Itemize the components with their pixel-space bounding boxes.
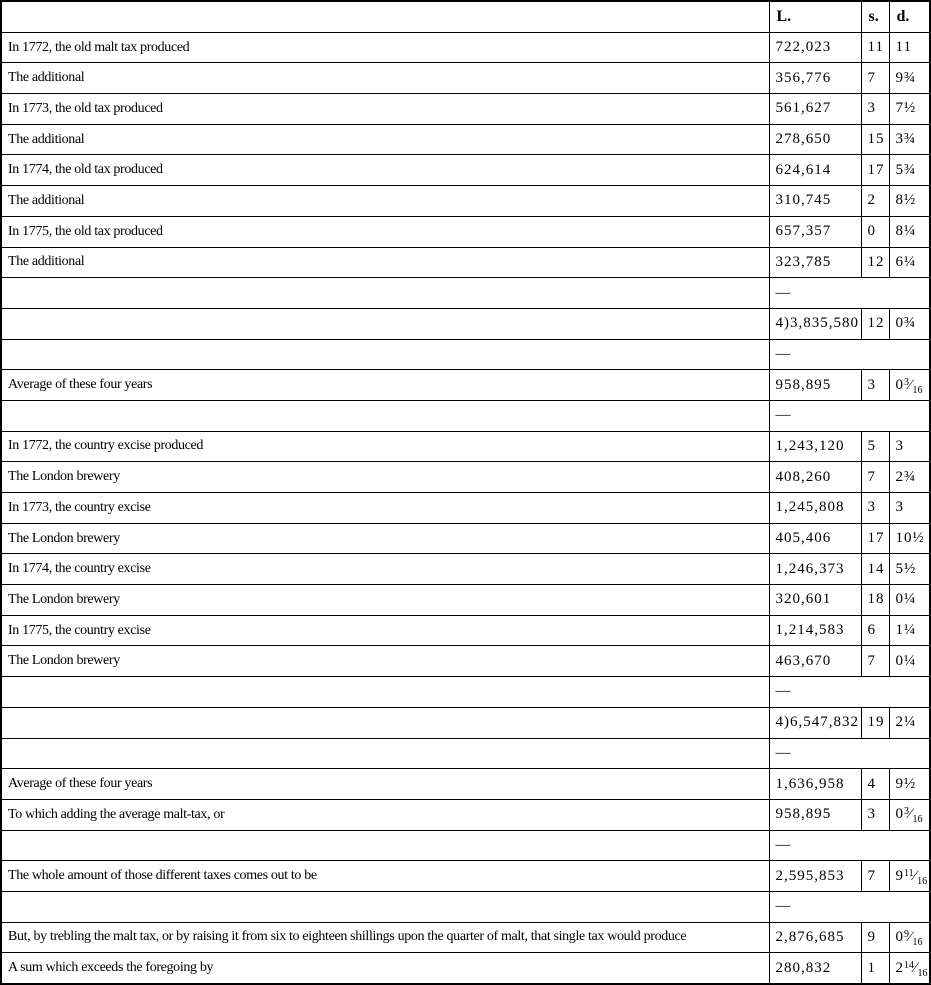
pence-value: 5½ <box>889 554 930 585</box>
shillings-value: 3 <box>861 493 889 524</box>
header-pence: d. <box>889 1 930 32</box>
pounds-value: 722,023 <box>769 32 861 63</box>
table-row <box>1 646 930 677</box>
pounds-value: 463,670 <box>769 646 861 677</box>
table-row <box>1 63 930 94</box>
table-row <box>1 615 930 646</box>
fraction-denominator: 16 <box>917 967 928 979</box>
table-row <box>1 431 930 462</box>
table-row <box>1 370 930 401</box>
pence-value: 3¾ <box>889 124 930 155</box>
pence-value: 2¾ <box>889 462 930 493</box>
pounds-value: 1,245,808 <box>769 493 861 524</box>
table-row <box>1 216 930 247</box>
pounds-value: 408,260 <box>769 462 861 493</box>
separator-dash: — <box>769 738 930 769</box>
separator-row <box>1 830 930 861</box>
table-row <box>1 554 930 585</box>
separator-row <box>1 677 930 708</box>
shillings-value: 3 <box>861 94 889 125</box>
pounds-value: 310,745 <box>769 186 861 217</box>
row-label: In 1774, the country excise <box>1 554 769 585</box>
header-row <box>1 1 930 32</box>
pence-value: 2¼ <box>889 707 930 738</box>
shillings-value: 17 <box>861 155 889 186</box>
pence-value: 6¼ <box>889 247 930 278</box>
row-label: But, by trebling the malt tax, or by raising it from six to eighteen shillings upon the quarter of malt, that single tax would produce <box>1 922 769 953</box>
row-label: A sum which exceeds the foregoing by <box>1 953 769 984</box>
pounds-value: 561,627 <box>769 94 861 125</box>
pence-value: 10½ <box>889 523 930 554</box>
pounds-value: 1,214,583 <box>769 615 861 646</box>
row-label <box>1 308 769 339</box>
shillings-value: 6 <box>861 615 889 646</box>
row-label: The whole amount of those different taxes comes out to be <box>1 861 769 892</box>
shillings-value: 3 <box>861 799 889 830</box>
row-label <box>1 830 769 861</box>
row-label <box>1 339 769 370</box>
pence-value: 11 <box>889 32 930 63</box>
shillings-value: 4 <box>861 769 889 800</box>
pounds-value: 320,601 <box>769 585 861 616</box>
row-label: The London brewery <box>1 646 769 677</box>
shillings-value: 18 <box>861 585 889 616</box>
pounds-value: 958,895 <box>769 370 861 401</box>
table-row <box>1 922 930 953</box>
table-row <box>1 186 930 217</box>
table-row <box>1 124 930 155</box>
pounds-value: 323,785 <box>769 247 861 278</box>
header-pounds: L. <box>769 1 861 32</box>
separator-row <box>1 339 930 370</box>
shillings-value: 15 <box>861 124 889 155</box>
pence-value: 0¾ <box>889 308 930 339</box>
row-label: In 1774, the old tax produced <box>1 155 769 186</box>
separator-dash: — <box>769 400 930 431</box>
shillings-value: 5 <box>861 431 889 462</box>
shillings-value: 7 <box>861 63 889 94</box>
pence-value: 3 <box>889 431 930 462</box>
table-row <box>1 523 930 554</box>
row-label <box>1 400 769 431</box>
row-label: In 1773, the country excise <box>1 493 769 524</box>
pence-value: 0¼ <box>889 646 930 677</box>
shillings-value: 17 <box>861 523 889 554</box>
fraction-denominator: 16 <box>912 814 923 826</box>
separator-dash: — <box>769 278 930 309</box>
pence-value: 8¼ <box>889 216 930 247</box>
pounds-value: 958,895 <box>769 799 861 830</box>
row-label <box>1 677 769 708</box>
table-row <box>1 585 930 616</box>
pounds-value: 1,636,958 <box>769 769 861 800</box>
row-label: In 1773, the old tax produced <box>1 94 769 125</box>
shillings-value: 7 <box>861 462 889 493</box>
shillings-value: 12 <box>861 308 889 339</box>
pounds-value: 2,595,853 <box>769 861 861 892</box>
pounds-value: 280,832 <box>769 953 861 984</box>
row-label <box>1 738 769 769</box>
pounds-value: 1,246,373 <box>769 554 861 585</box>
row-label: In 1775, the country excise <box>1 615 769 646</box>
row-label <box>1 278 769 309</box>
row-label: The London brewery <box>1 462 769 493</box>
row-label: The additional <box>1 247 769 278</box>
pence-value: 5¾ <box>889 155 930 186</box>
pence-value: $0^3⁄_{16}$ <box>889 370 930 401</box>
pence-value: 0¼ <box>889 585 930 616</box>
fraction-denominator: 16 <box>912 936 923 948</box>
table-body <box>1 32 930 984</box>
row-label: In 1775, the old tax produced <box>1 216 769 247</box>
table-row <box>1 707 930 738</box>
table-header <box>1 1 930 32</box>
fraction-denominator: 16 <box>917 875 928 887</box>
table-row <box>1 247 930 278</box>
pounds-value: 356,776 <box>769 63 861 94</box>
pence-value: 7½ <box>889 94 930 125</box>
table-row <box>1 308 930 339</box>
fraction-numerator: 14 <box>904 959 914 971</box>
pence-value: 9¾ <box>889 63 930 94</box>
table-row <box>1 953 930 984</box>
fraction-numerator: 3 <box>904 376 909 388</box>
separator-dash: — <box>769 677 930 708</box>
separator-dash: — <box>769 339 930 370</box>
shillings-value: 19 <box>861 707 889 738</box>
table-row <box>1 769 930 800</box>
row-label: Average of these four years <box>1 769 769 800</box>
shillings-value: 0 <box>861 216 889 247</box>
pounds-value: 405,406 <box>769 523 861 554</box>
shillings-value: 2 <box>861 186 889 217</box>
row-label: The additional <box>1 124 769 155</box>
table-row <box>1 799 930 830</box>
row-label <box>1 707 769 738</box>
header-description <box>1 1 769 32</box>
pence-value: $9^{11}⁄_{16}$ <box>889 861 930 892</box>
separator-dash: — <box>769 830 930 861</box>
shillings-value: 7 <box>861 646 889 677</box>
pence-value: $0^3⁄_{16}$ <box>889 799 930 830</box>
separator-row <box>1 278 930 309</box>
header-shillings: s. <box>861 1 889 32</box>
separator-row <box>1 738 930 769</box>
shillings-value: 3 <box>861 370 889 401</box>
fraction-denominator: 16 <box>912 384 923 396</box>
shillings-value: 9 <box>861 922 889 953</box>
fraction-numerator: 3 <box>904 806 909 818</box>
row-label: The London brewery <box>1 523 769 554</box>
table-row <box>1 462 930 493</box>
table-row <box>1 155 930 186</box>
table-row <box>1 861 930 892</box>
table-row <box>1 493 930 524</box>
pounds-value: 624,614 <box>769 155 861 186</box>
separator-row <box>1 400 930 431</box>
table-row <box>1 32 930 63</box>
shillings-value: 11 <box>861 32 889 63</box>
separator-dash: — <box>769 891 930 922</box>
pence-value: 8½ <box>889 186 930 217</box>
row-label: The additional <box>1 186 769 217</box>
pounds-value: 1,243,120 <box>769 431 861 462</box>
shillings-value: 7 <box>861 861 889 892</box>
row-label: In 1772, the old malt tax produced <box>1 32 769 63</box>
pence-value: $0^9⁄_{16}$ <box>889 922 930 953</box>
pence-value: 1¼ <box>889 615 930 646</box>
pence-value: 3 <box>889 493 930 524</box>
pounds-value: 2,876,685 <box>769 922 861 953</box>
pounds-value: 278,650 <box>769 124 861 155</box>
shillings-value: 1 <box>861 953 889 984</box>
row-label: The additional <box>1 63 769 94</box>
fraction-numerator: 11 <box>904 867 914 879</box>
separator-row <box>1 891 930 922</box>
table-row <box>1 94 930 125</box>
pounds-value: 657,357 <box>769 216 861 247</box>
row-label: To which adding the average malt-tax, or <box>1 799 769 830</box>
row-label: Average of these four years <box>1 370 769 401</box>
row-label <box>1 891 769 922</box>
shillings-value: 14 <box>861 554 889 585</box>
pounds-value: 4)6,547,832 <box>769 707 861 738</box>
fraction-numerator: 9 <box>904 928 909 940</box>
pounds-value: 4)3,835,580 <box>769 308 861 339</box>
pence-value: $2^{14}⁄_{16}$ <box>889 953 930 984</box>
pence-value: 9½ <box>889 769 930 800</box>
row-label: In 1772, the country excise produced <box>1 431 769 462</box>
row-label: The London brewery <box>1 585 769 616</box>
shillings-value: 12 <box>861 247 889 278</box>
